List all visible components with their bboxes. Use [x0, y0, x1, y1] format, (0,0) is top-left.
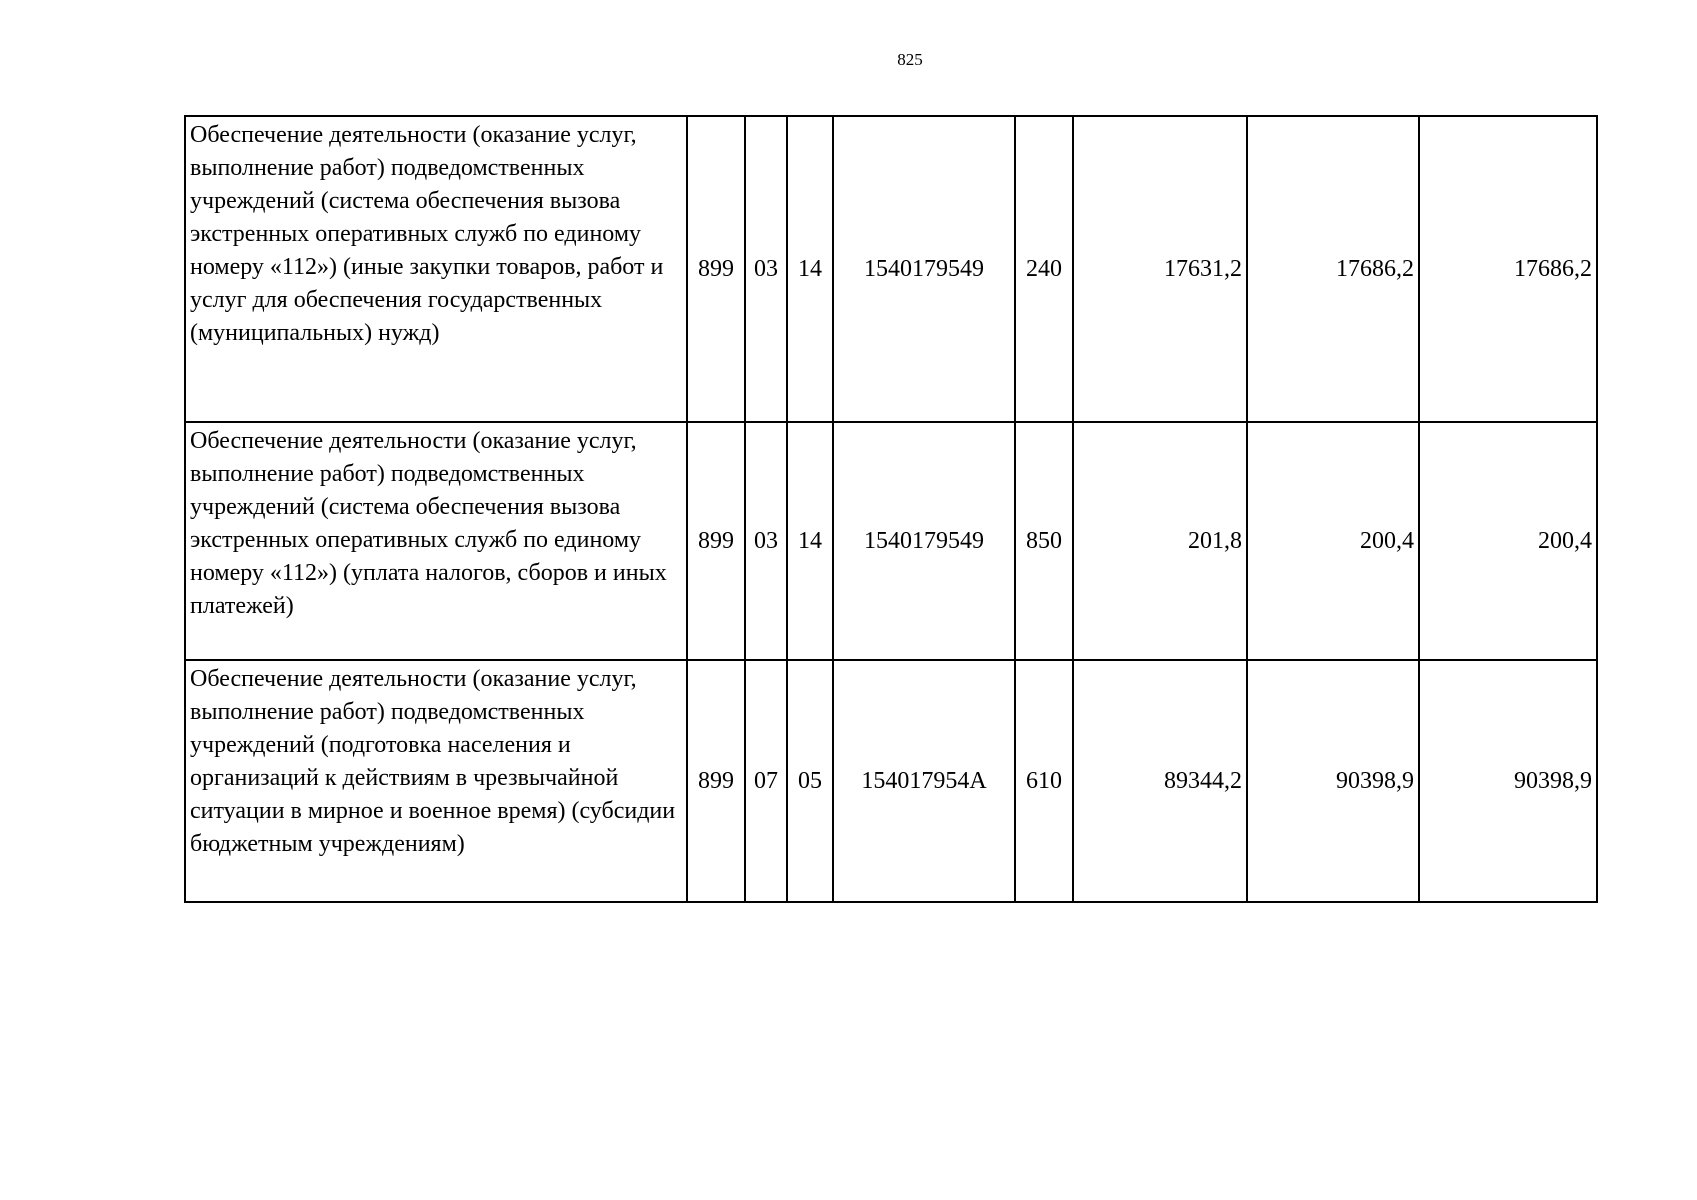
expense-type-code: 850 — [1015, 422, 1073, 660]
subsection-code: 05 — [787, 660, 833, 902]
table-row — [185, 422, 1597, 660]
amount-year-2: 200,4 — [1247, 422, 1419, 660]
target-article-code: 1540179549 — [833, 422, 1015, 660]
amount-year-1: 17631,2 — [1073, 116, 1247, 422]
expense-type-code: 610 — [1015, 660, 1073, 902]
subsection-code: 14 — [787, 116, 833, 422]
amount-year-3: 90398,9 — [1419, 660, 1597, 902]
subsection-code: 14 — [787, 422, 833, 660]
amount-year-1: 89344,2 — [1073, 660, 1247, 902]
budget-table — [184, 115, 1598, 903]
target-article-code: 1540179549 — [833, 116, 1015, 422]
amount-year-2: 17686,2 — [1247, 116, 1419, 422]
table-row — [185, 116, 1597, 422]
section-code: 07 — [745, 660, 787, 902]
row-description: Обеспечение деятельности (оказание услуг, выполнение работ) подведомственных учреждений (система обеспечения вызова экстренных оперативных служб по единому номеру «112») (уплата налогов, сборов и иных платежей) — [185, 422, 687, 660]
row-description: Обеспечение деятельности (оказание услуг, выполнение работ) подведомственных учреждений (подготовка населения и организаций к действиям в чрезвычайной ситуации в мирное и военное время) (субсидии бюджетным учреждениям) — [185, 660, 687, 902]
ministry-code: 899 — [687, 116, 745, 422]
row-description: Обеспечение деятельности (оказание услуг, выполнение работ) подведомственных учреждений (система обеспечения вызова экстренных оперативных служб по единому номеру «112») (иные закупки товаров, работ и услуг для обеспечения государственных (муниципальных) нужд) — [185, 116, 687, 422]
expense-type-code: 240 — [1015, 116, 1073, 422]
amount-year-1: 201,8 — [1073, 422, 1247, 660]
section-code: 03 — [745, 116, 787, 422]
table-row — [185, 660, 1597, 902]
amount-year-2: 90398,9 — [1247, 660, 1419, 902]
ministry-code: 899 — [687, 422, 745, 660]
section-code: 03 — [745, 422, 787, 660]
amount-year-3: 17686,2 — [1419, 116, 1597, 422]
ministry-code: 899 — [687, 660, 745, 902]
target-article-code: 154017954А — [833, 660, 1015, 902]
amount-year-3: 200,4 — [1419, 422, 1597, 660]
page-number: 825 — [897, 50, 923, 69]
